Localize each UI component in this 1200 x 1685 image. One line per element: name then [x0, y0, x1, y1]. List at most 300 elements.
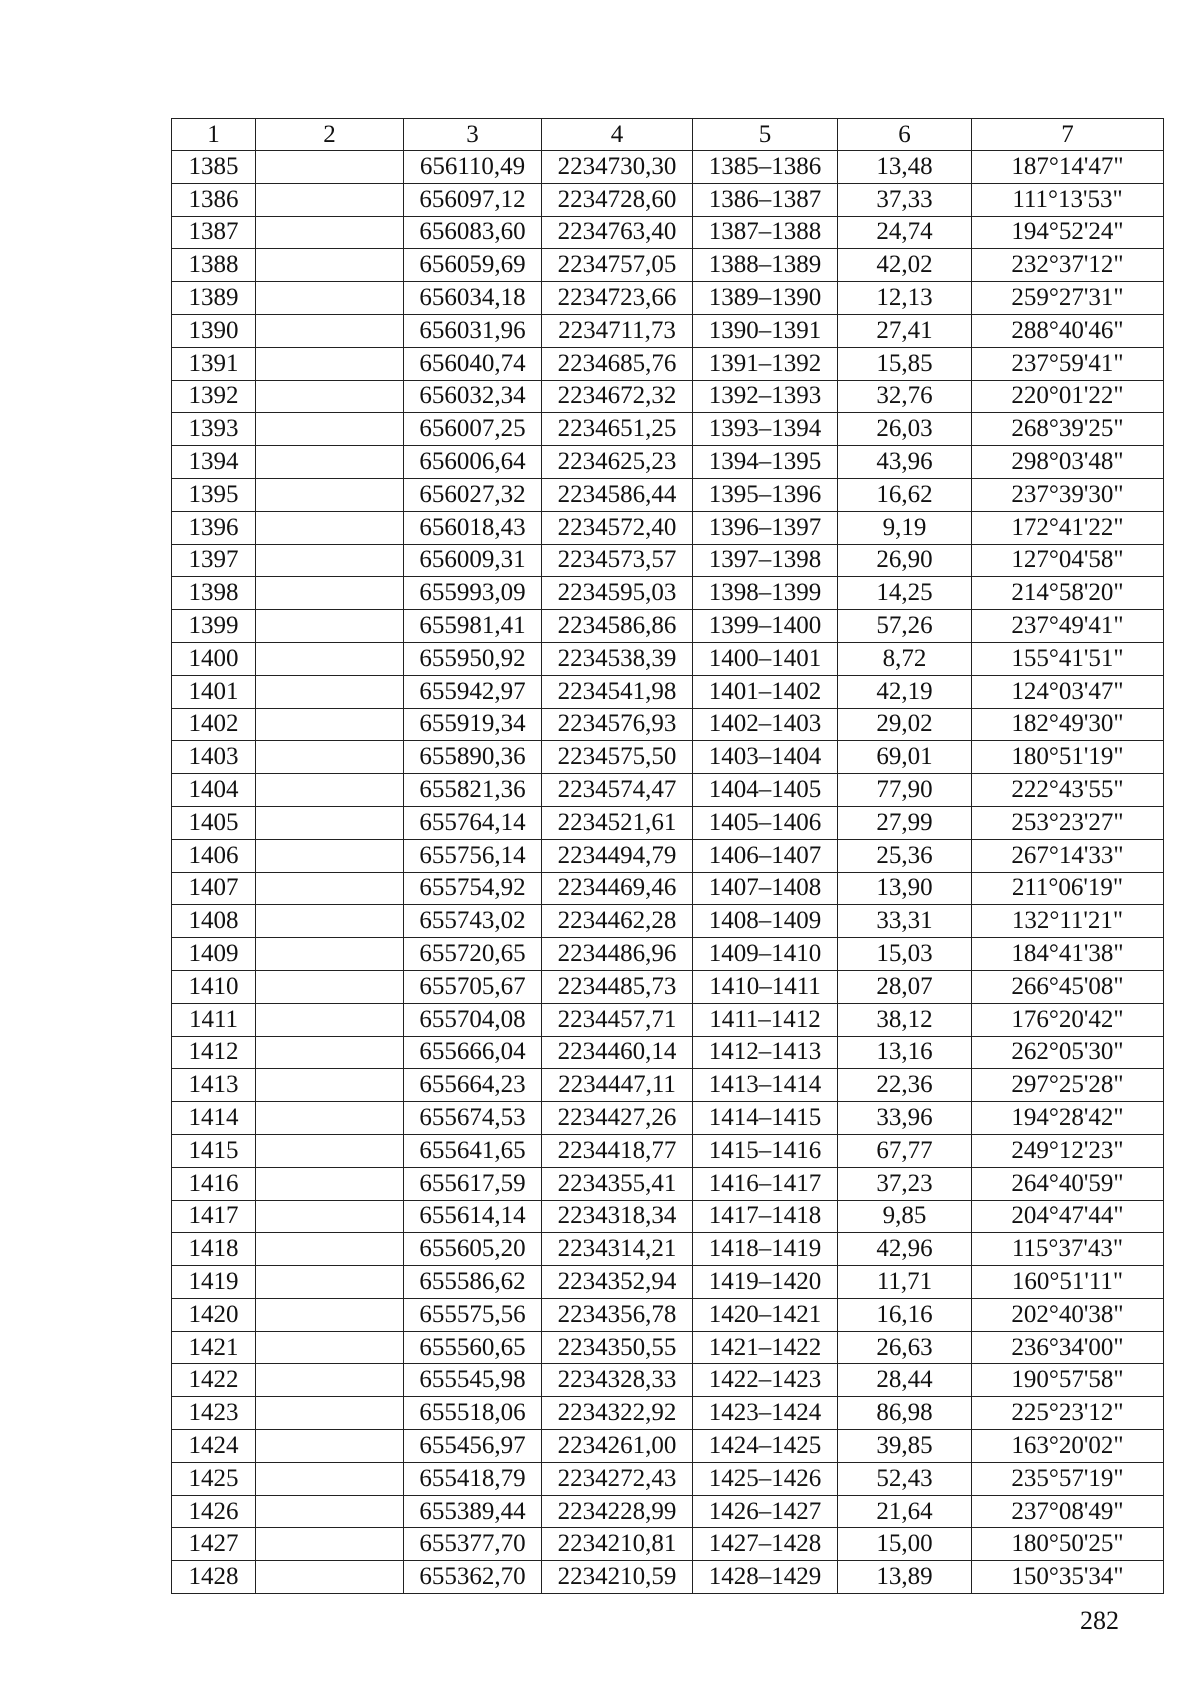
table-cell: 1397 [172, 544, 256, 577]
table-cell: 202°40'38" [972, 1298, 1164, 1331]
table-row [172, 839, 1164, 872]
table-cell [256, 1430, 404, 1463]
table-cell [256, 183, 404, 216]
table-cell: 1407–1408 [693, 872, 838, 905]
table-cell: 2234462,28 [542, 905, 693, 938]
table-cell: 1414–1415 [693, 1102, 838, 1135]
table-cell: 655705,67 [404, 970, 542, 1003]
table-cell: 13,90 [838, 872, 972, 905]
table-row [172, 478, 1164, 511]
table-cell: 655586,62 [404, 1266, 542, 1299]
table-cell: 1403 [172, 741, 256, 774]
table-cell: 1425 [172, 1462, 256, 1495]
table-cell: 298°03'48" [972, 446, 1164, 479]
table-cell: 1428 [172, 1561, 256, 1594]
table-cell: 297°25'28" [972, 1069, 1164, 1102]
table-cell: 1393 [172, 413, 256, 446]
table-cell: 2234757,05 [542, 249, 693, 282]
table-cell [256, 806, 404, 839]
table-row [172, 1200, 1164, 1233]
column-header: 3 [404, 119, 542, 151]
table-row [172, 872, 1164, 905]
table-row [172, 249, 1164, 282]
table-row [172, 1266, 1164, 1299]
table-cell: 194°52'24" [972, 216, 1164, 249]
table-row [172, 151, 1164, 184]
table-cell [256, 1364, 404, 1397]
table-cell: 9,19 [838, 511, 972, 544]
table-cell: 1409–1410 [693, 938, 838, 971]
table-cell: 180°50'25" [972, 1528, 1164, 1561]
table-cell: 26,03 [838, 413, 972, 446]
table-row [172, 1364, 1164, 1397]
table-cell: 655605,20 [404, 1233, 542, 1266]
table-row [172, 347, 1164, 380]
table-cell: 27,99 [838, 806, 972, 839]
table-cell: 2234457,71 [542, 1003, 693, 1036]
table-cell: 656006,64 [404, 446, 542, 479]
table-cell: 180°51'19" [972, 741, 1164, 774]
table-cell: 1416–1417 [693, 1167, 838, 1200]
table-cell: 232°37'12" [972, 249, 1164, 282]
table-cell: 1399–1400 [693, 610, 838, 643]
table-row [172, 610, 1164, 643]
table-cell: 267°14'33" [972, 839, 1164, 872]
table-cell: 13,89 [838, 1561, 972, 1594]
table-cell [256, 1266, 404, 1299]
table-row [172, 1495, 1164, 1528]
page-number: 282 [1080, 1606, 1119, 1635]
table-cell: 655560,65 [404, 1331, 542, 1364]
table-cell: 655704,08 [404, 1003, 542, 1036]
table-cell [256, 249, 404, 282]
table-cell: 29,02 [838, 708, 972, 741]
table-row [172, 642, 1164, 675]
table-cell: 222°43'55" [972, 774, 1164, 807]
table-cell: 1421–1422 [693, 1331, 838, 1364]
table-cell: 184°41'38" [972, 938, 1164, 971]
table-cell [256, 610, 404, 643]
table-cell: 656097,12 [404, 183, 542, 216]
table-cell: 1404 [172, 774, 256, 807]
table-cell: 656007,25 [404, 413, 542, 446]
table-row [172, 216, 1164, 249]
coordinates-table [171, 118, 1164, 1594]
table-cell [256, 151, 404, 184]
table-cell: 1394–1395 [693, 446, 838, 479]
table-cell: 21,64 [838, 1495, 972, 1528]
table-cell: 655890,36 [404, 741, 542, 774]
table-cell: 1417–1418 [693, 1200, 838, 1233]
column-header: 6 [838, 119, 972, 151]
table-row [172, 1233, 1164, 1266]
table-cell: 656083,60 [404, 216, 542, 249]
table-cell: 1425–1426 [693, 1462, 838, 1495]
table-cell [256, 1561, 404, 1594]
table-cell [256, 1069, 404, 1102]
table-header-row [172, 119, 1164, 151]
table-cell: 16,62 [838, 478, 972, 511]
table-cell: 28,07 [838, 970, 972, 1003]
table-cell: 1428–1429 [693, 1561, 838, 1594]
table-cell: 1424–1425 [693, 1430, 838, 1463]
table-cell: 2234485,73 [542, 970, 693, 1003]
table-cell: 1414 [172, 1102, 256, 1135]
table-row [172, 1331, 1164, 1364]
table-cell: 2234763,40 [542, 216, 693, 249]
table-cell [256, 1495, 404, 1528]
column-header: 5 [693, 119, 838, 151]
table-cell: 1391–1392 [693, 347, 838, 380]
table-cell: 655664,23 [404, 1069, 542, 1102]
table-cell: 655756,14 [404, 839, 542, 872]
table-cell: 39,85 [838, 1430, 972, 1463]
table-cell [256, 1462, 404, 1495]
table-cell: 1417 [172, 1200, 256, 1233]
table-cell: 1392–1393 [693, 380, 838, 413]
table-cell: 249°12'23" [972, 1134, 1164, 1167]
table-cell: 12,13 [838, 282, 972, 315]
table-cell: 1390–1391 [693, 314, 838, 347]
table-cell: 2234314,21 [542, 1233, 693, 1266]
table-cell: 37,23 [838, 1167, 972, 1200]
table-cell: 1423–1424 [693, 1397, 838, 1430]
table-cell: 1411 [172, 1003, 256, 1036]
table-cell: 1412–1413 [693, 1036, 838, 1069]
table-cell: 656018,43 [404, 511, 542, 544]
table-cell: 14,25 [838, 577, 972, 610]
table-cell: 15,85 [838, 347, 972, 380]
table-cell [256, 1036, 404, 1069]
table-row [172, 774, 1164, 807]
table-cell: 655754,92 [404, 872, 542, 905]
table-cell: 655666,04 [404, 1036, 542, 1069]
table-row [172, 183, 1164, 216]
table-cell: 1409 [172, 938, 256, 971]
table-cell: 22,36 [838, 1069, 972, 1102]
table-row [172, 380, 1164, 413]
table-cell: 1400–1401 [693, 642, 838, 675]
table-cell: 1386–1387 [693, 183, 838, 216]
table-cell: 259°27'31" [972, 282, 1164, 315]
table-cell: 1394 [172, 446, 256, 479]
table-cell: 655518,06 [404, 1397, 542, 1430]
table-cell [256, 544, 404, 577]
table-cell: 656040,74 [404, 347, 542, 380]
table-cell: 1401 [172, 675, 256, 708]
table-cell: 1424 [172, 1430, 256, 1463]
table-cell: 656032,34 [404, 380, 542, 413]
table-row [172, 741, 1164, 774]
table-cell: 24,74 [838, 216, 972, 249]
table-cell: 172°41'22" [972, 511, 1164, 544]
table-cell: 25,36 [838, 839, 972, 872]
table-cell: 1412 [172, 1036, 256, 1069]
table-cell [256, 1102, 404, 1135]
table-cell: 1407 [172, 872, 256, 905]
table-row [172, 1430, 1164, 1463]
table-row [172, 1003, 1164, 1036]
table-cell: 1427 [172, 1528, 256, 1561]
table-cell: 1389 [172, 282, 256, 315]
table-cell: 1396–1397 [693, 511, 838, 544]
table-cell: 2234356,78 [542, 1298, 693, 1331]
table-cell: 1390 [172, 314, 256, 347]
table-row [172, 1134, 1164, 1167]
table-cell [256, 872, 404, 905]
table-cell: 38,12 [838, 1003, 972, 1036]
table-cell [256, 511, 404, 544]
table-cell [256, 741, 404, 774]
table-cell: 1420 [172, 1298, 256, 1331]
table-cell: 67,77 [838, 1134, 972, 1167]
table-cell: 1387–1388 [693, 216, 838, 249]
table-cell [256, 708, 404, 741]
table-cell: 1399 [172, 610, 256, 643]
column-header: 2 [256, 119, 404, 151]
table-cell: 2234586,86 [542, 610, 693, 643]
table-cell: 57,26 [838, 610, 972, 643]
table-cell: 9,85 [838, 1200, 972, 1233]
table-cell: 1397–1398 [693, 544, 838, 577]
table-cell: 655743,02 [404, 905, 542, 938]
table-cell: 237°39'30" [972, 478, 1164, 511]
table-cell: 655674,53 [404, 1102, 542, 1135]
table-cell: 1410–1411 [693, 970, 838, 1003]
table-cell [256, 1298, 404, 1331]
table-cell: 2234576,93 [542, 708, 693, 741]
table-cell: 2234575,50 [542, 741, 693, 774]
table-row [172, 1298, 1164, 1331]
table-cell: 1419 [172, 1266, 256, 1299]
table-cell: 235°57'19" [972, 1462, 1164, 1495]
table-cell: 13,16 [838, 1036, 972, 1069]
table-cell: 655418,79 [404, 1462, 542, 1495]
table-cell [256, 1134, 404, 1167]
table-row [172, 938, 1164, 971]
column-header: 4 [542, 119, 693, 151]
table-cell: 655575,56 [404, 1298, 542, 1331]
table-cell: 1408 [172, 905, 256, 938]
table-cell: 2234651,25 [542, 413, 693, 446]
table-cell: 2234625,23 [542, 446, 693, 479]
table-cell: 237°08'49" [972, 1495, 1164, 1528]
table-cell: 132°11'21" [972, 905, 1164, 938]
table-cell: 1404–1405 [693, 774, 838, 807]
table-cell: 2234711,73 [542, 314, 693, 347]
table-cell: 2234469,46 [542, 872, 693, 905]
table-cell: 1410 [172, 970, 256, 1003]
table-cell [256, 380, 404, 413]
table-row [172, 806, 1164, 839]
table-cell: 26,90 [838, 544, 972, 577]
table-cell: 1423 [172, 1397, 256, 1430]
table-cell: 33,31 [838, 905, 972, 938]
table-row [172, 1167, 1164, 1200]
table-cell: 194°28'42" [972, 1102, 1164, 1135]
table-cell: 237°49'41" [972, 610, 1164, 643]
table-cell: 2234494,79 [542, 839, 693, 872]
table-cell: 42,96 [838, 1233, 972, 1266]
table-cell: 655720,65 [404, 938, 542, 971]
table-cell: 655919,34 [404, 708, 542, 741]
column-header: 7 [972, 119, 1164, 151]
table-row [172, 446, 1164, 479]
table-cell: 115°37'43" [972, 1233, 1164, 1266]
table-cell: 268°39'25" [972, 413, 1164, 446]
table-cell: 220°01'22" [972, 380, 1164, 413]
table-cell: 42,02 [838, 249, 972, 282]
table-cell: 8,72 [838, 642, 972, 675]
table-cell: 655545,98 [404, 1364, 542, 1397]
table-cell: 187°14'47" [972, 151, 1164, 184]
table-row [172, 1069, 1164, 1102]
table-cell: 1422–1423 [693, 1364, 838, 1397]
table-cell: 26,63 [838, 1331, 972, 1364]
table-cell: 655617,59 [404, 1167, 542, 1200]
table-cell: 77,90 [838, 774, 972, 807]
table-cell [256, 675, 404, 708]
table-cell [256, 577, 404, 610]
table-cell: 237°59'41" [972, 347, 1164, 380]
table-cell [256, 1331, 404, 1364]
table-cell: 1420–1421 [693, 1298, 838, 1331]
table-row [172, 675, 1164, 708]
table-row [172, 282, 1164, 315]
table-cell [256, 1003, 404, 1036]
table-row [172, 1036, 1164, 1069]
table-row [172, 314, 1164, 347]
column-header: 1 [172, 119, 256, 151]
table-cell [256, 1528, 404, 1561]
table-cell: 1418 [172, 1233, 256, 1266]
table-cell [256, 938, 404, 971]
table-cell: 2234318,34 [542, 1200, 693, 1233]
table-cell: 1385 [172, 151, 256, 184]
table-cell: 2234350,55 [542, 1331, 693, 1364]
table-cell: 1385–1386 [693, 151, 838, 184]
table-cell: 2234447,11 [542, 1069, 693, 1102]
table-cell [256, 446, 404, 479]
table-cell: 150°35'34" [972, 1561, 1164, 1594]
table-cell: 155°41'51" [972, 642, 1164, 675]
table-cell [256, 347, 404, 380]
table-cell: 2234322,92 [542, 1397, 693, 1430]
table-row [172, 1102, 1164, 1135]
table-cell: 37,33 [838, 183, 972, 216]
table-cell: 655942,97 [404, 675, 542, 708]
table-cell: 2234538,39 [542, 642, 693, 675]
table-row [172, 413, 1164, 446]
table-cell [256, 282, 404, 315]
table-cell: 1386 [172, 183, 256, 216]
table-cell: 1395 [172, 478, 256, 511]
table-cell: 1401–1402 [693, 675, 838, 708]
table-cell: 1395–1396 [693, 478, 838, 511]
table-cell: 655993,09 [404, 577, 542, 610]
table-cell: 1413–1414 [693, 1069, 838, 1102]
table-cell: 655641,65 [404, 1134, 542, 1167]
table-cell: 1391 [172, 347, 256, 380]
table-cell: 15,03 [838, 938, 972, 971]
table-cell: 1406–1407 [693, 839, 838, 872]
table-cell: 655614,14 [404, 1200, 542, 1233]
table-cell: 1413 [172, 1069, 256, 1102]
table-cell: 655950,92 [404, 642, 542, 675]
table-cell: 2234672,32 [542, 380, 693, 413]
table-row [172, 511, 1164, 544]
table-cell: 1426 [172, 1495, 256, 1528]
table-cell: 204°47'44" [972, 1200, 1164, 1233]
table-cell: 1426–1427 [693, 1495, 838, 1528]
table-cell: 2234210,59 [542, 1561, 693, 1594]
table-cell: 2234355,41 [542, 1167, 693, 1200]
table-cell: 264°40'59" [972, 1167, 1164, 1200]
table-cell: 163°20'02" [972, 1430, 1164, 1463]
table-cell: 176°20'42" [972, 1003, 1164, 1036]
table-cell: 1398–1399 [693, 577, 838, 610]
table-cell: 2234210,81 [542, 1528, 693, 1561]
table-cell [256, 1200, 404, 1233]
table-cell: 1392 [172, 380, 256, 413]
table-cell: 42,19 [838, 675, 972, 708]
table-cell: 1388 [172, 249, 256, 282]
table-cell: 2234460,14 [542, 1036, 693, 1069]
table-cell: 253°23'27" [972, 806, 1164, 839]
table-cell: 1415–1416 [693, 1134, 838, 1167]
table-cell: 236°34'00" [972, 1331, 1164, 1364]
table-cell: 182°49'30" [972, 708, 1164, 741]
table-cell: 288°40'46" [972, 314, 1164, 347]
table-cell: 1415 [172, 1134, 256, 1167]
table-cell: 32,76 [838, 380, 972, 413]
table-cell [256, 1397, 404, 1430]
table-cell: 1387 [172, 216, 256, 249]
table-cell [256, 478, 404, 511]
table-cell: 211°06'19" [972, 872, 1164, 905]
table-cell: 655764,14 [404, 806, 542, 839]
table-row [172, 1397, 1164, 1430]
table-cell: 655362,70 [404, 1561, 542, 1594]
table-cell: 127°04'58" [972, 544, 1164, 577]
table-cell: 1408–1409 [693, 905, 838, 938]
table-cell: 1403–1404 [693, 741, 838, 774]
table-cell: 86,98 [838, 1397, 972, 1430]
table-cell [256, 839, 404, 872]
table-row [172, 1561, 1164, 1594]
table-cell: 655377,70 [404, 1528, 542, 1561]
table-cell: 656034,18 [404, 282, 542, 315]
table-cell: 69,01 [838, 741, 972, 774]
table-cell: 1402–1403 [693, 708, 838, 741]
table-row [172, 1462, 1164, 1495]
table-cell: 262°05'30" [972, 1036, 1164, 1069]
table-cell [256, 1167, 404, 1200]
table-cell: 2234595,03 [542, 577, 693, 610]
table-cell: 2234261,00 [542, 1430, 693, 1463]
table-cell [256, 970, 404, 1003]
table-cell: 1402 [172, 708, 256, 741]
table-cell: 655389,44 [404, 1495, 542, 1528]
table-cell: 15,00 [838, 1528, 972, 1561]
table-cell: 1419–1420 [693, 1266, 838, 1299]
table-cell: 1396 [172, 511, 256, 544]
table-cell: 1393–1394 [693, 413, 838, 446]
table-row [172, 577, 1164, 610]
table-cell: 124°03'47" [972, 675, 1164, 708]
table-cell: 28,44 [838, 1364, 972, 1397]
table-cell: 225°23'12" [972, 1397, 1164, 1430]
